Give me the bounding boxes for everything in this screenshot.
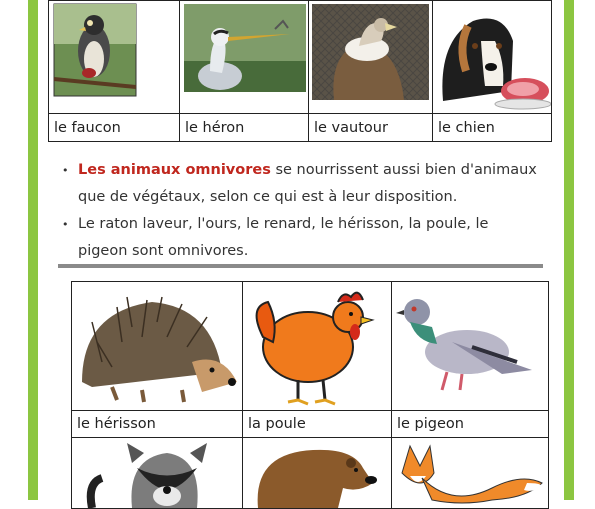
label-vulture: le vautour xyxy=(309,114,433,142)
hedgehog-image xyxy=(72,282,242,410)
cell-heron xyxy=(180,1,309,114)
omnivore-table xyxy=(71,281,549,509)
heron-image xyxy=(180,1,308,101)
vulture-image xyxy=(309,1,432,101)
pigeon-image xyxy=(392,282,548,410)
falcon-image xyxy=(49,1,179,101)
dog-image xyxy=(433,1,551,113)
label-pigeon: le pigeon xyxy=(392,411,549,438)
omnivore-definition xyxy=(62,157,542,211)
omnivore-term: Les animaux omnivores xyxy=(78,162,271,178)
hen-image xyxy=(243,282,391,410)
cell-vulture xyxy=(309,1,433,114)
cell-hedgehog xyxy=(72,282,243,411)
omnivore-definition-text: se nourrissent aussi bien d'animaux que de végétaux, selon ce qui est à leur disposition. xyxy=(78,162,537,205)
cell-falcon xyxy=(49,1,180,114)
fox-image xyxy=(392,438,548,508)
label-falcon: le faucon xyxy=(49,114,180,142)
label-heron: le héron xyxy=(180,114,309,142)
carnivore-table xyxy=(48,0,552,142)
section-divider xyxy=(58,264,543,268)
raccoon-image xyxy=(72,438,242,508)
cell-dog xyxy=(433,1,552,114)
label-dog: le chien xyxy=(433,114,552,142)
cell-hen xyxy=(243,282,392,411)
bear-image xyxy=(243,438,391,508)
label-hedgehog: le hérisson xyxy=(72,411,243,438)
omnivore-examples: • Le raton laveur, l'ours, le renard, le hérisson, la poule, le pigeon sont omnivores. xyxy=(62,211,542,265)
page-frame-left xyxy=(28,0,38,500)
cell-fox xyxy=(392,438,549,509)
cell-raccoon xyxy=(72,438,243,509)
page-frame-right xyxy=(564,0,574,500)
cell-pigeon xyxy=(392,282,549,411)
label-hen: la poule xyxy=(243,411,392,438)
omnivore-text xyxy=(62,157,542,265)
cell-bear xyxy=(243,438,392,509)
